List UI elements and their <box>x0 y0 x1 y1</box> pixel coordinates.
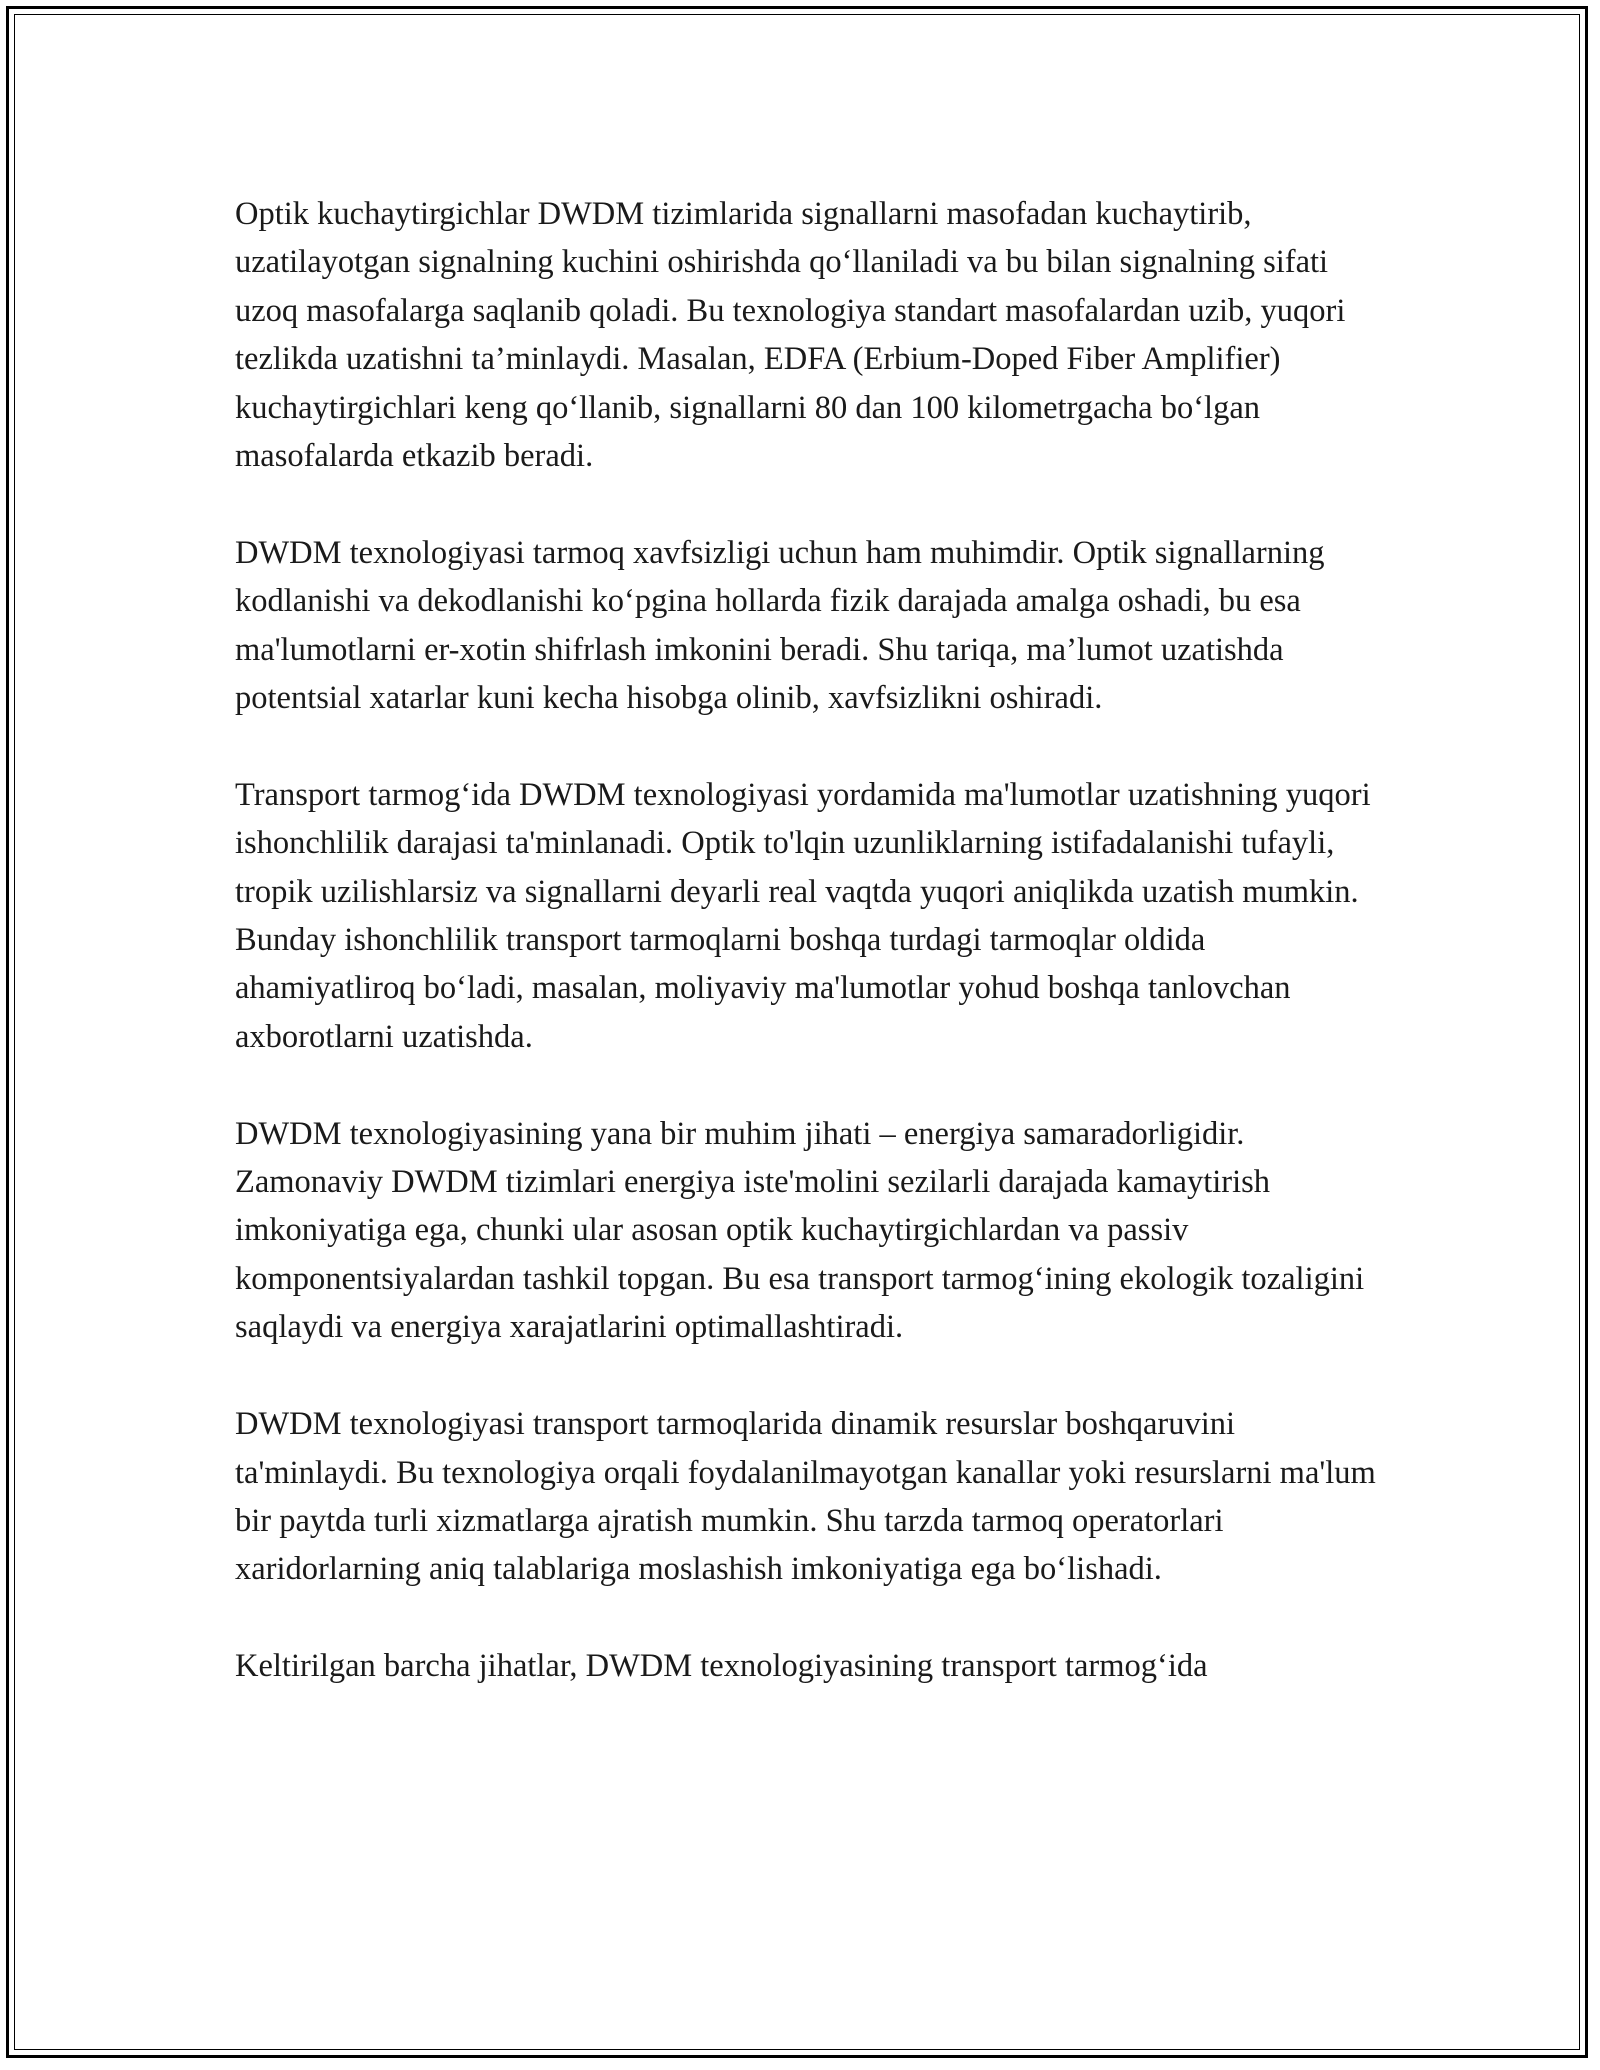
paragraph-energy-efficiency: DWDM texnologiyasining yana bir muhim jihati – energiya samaradorligidir. Zamonaviy DWDM tizimlari energiya iste'molini sezilarli darajada kamaytirish imkoniyatiga ega, chunki ular asosan optik kuchaytirgichlardan va passiv komponentsiyalardan tashkil topgan. Bu esa transport tarmog‘ining ekologik tozaligini saqlaydi va energiya xarajatlarini optimallashtiradi. <box>235 1115 1365 1346</box>
document-body <box>235 190 1385 1691</box>
paragraph-conclusion: Keltirilgan barcha jihatlar, DWDM texnologiyasining transport tarmog‘ida <box>235 1648 1208 1685</box>
paragraph-optical-amplifiers: Optik kuchaytirgichlar DWDM tizimlarida signallarni masofadan kuchaytirib, uzatilayotgan signalning kuchini oshirishda qo‘llaniladi va bu bilan signalning sifati uzoq masofalarga saqlanib qoladi. Bu texnologiya standart masofalardan uzib, yuqori tezlikda uzatishni ta’minlaydi. Masalan, EDFA (Erbium-Doped Fiber Amplifier) kuchaytirgichlari keng qo‘llanib, signallarni 80 dan 100 kilometrgacha bo‘lgan masofalarda etkazib beradi. <box>235 196 1346 475</box>
paragraph-network-security: DWDM texnologiyasi tarmoq xavfsizligi uchun ham muhimdir. Optik signallarning kodlanishi va dekodlanishi ko‘pgina hollarda fizik darajada amalga oshadi, bu esa ma'lumotlarni er-xotin shifrlash imkonini beradi. Shu tariqa, ma’lumot uzatishda potentsial xatarlar kuni kecha hisobga olinib, xavfsizlikni oshiradi. <box>235 534 1325 717</box>
paragraph-reliability: Transport tarmog‘ida DWDM texnologiyasi yordamida ma'lumotlar uzatishning yuqori ishonchlilik darajasi ta'minlanadi. Optik to'lqin uzunliklarning istifadalanishi tufayli, tropik uzilishlarsiz va signallarni deyarli real vaqtda yuqori aniqlikda uzatish mumkin. Bunday ishonchlilik transport tarmoqlarni boshqa turdagi tarmoqlar oldida ahamiyatliroq bo‘ladi, masalan, moliyaviy ma'lumotlar yohud boshqa tanlovchan axborotlarni uzatishda. <box>235 776 1371 1055</box>
paragraph-dynamic-resources: DWDM texnologiyasi transport tarmoqlarida dinamik resurslar boshqaruvini ta'minlaydi. Bu texnologiya orqali foydalanilmayotgan kanallar yoki resurslarni ma'lum bir paytda turli xizmatlarga ajratish mumkin. Shu tarzda tarmoq operatorlari xaridorlarning aniq talablariga moslashish imkoniyatiga ega bo‘lishadi. <box>235 1406 1376 1588</box>
